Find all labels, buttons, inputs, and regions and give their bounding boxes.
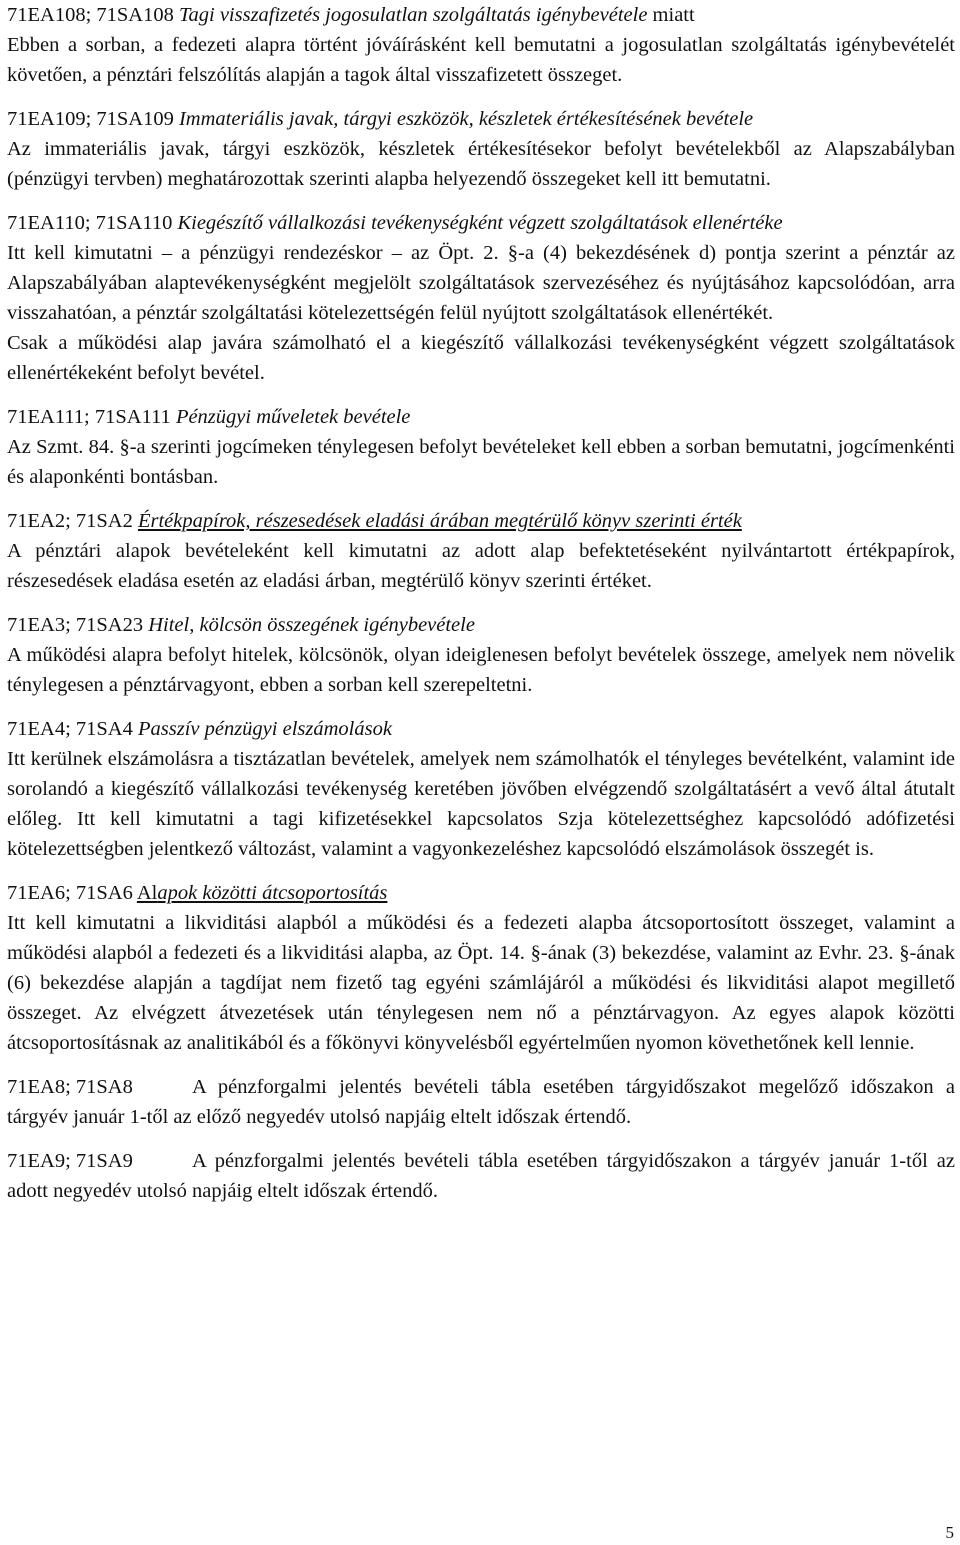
section-71ea2	[7, 506, 955, 596]
section-body	[7, 1146, 955, 1206]
section-71ea108	[7, 0, 955, 90]
section-71ea3	[7, 610, 955, 700]
section-heading	[7, 714, 955, 744]
section-71ea6	[7, 878, 955, 1058]
section-code: 71EA111; 71SA111	[7, 406, 171, 428]
section-body: Az Szmt. 84. §-a szerinti jogcímeken ténylegesen befolyt bevételeket kell ebben a sorban bemutatni, jogcímenkénti és alaponkénti bontásban.	[7, 436, 955, 488]
section-71ea110	[7, 208, 955, 388]
section-title: Tagi visszafizetés jogosulatlan szolgáltatás igénybevétele	[178, 4, 648, 26]
section-71ea4	[7, 714, 955, 864]
section-71ea111	[7, 402, 955, 492]
section-title	[137, 882, 388, 904]
section-text: A pénzforgalmi jelentés bevételi tábla esetében tárgyidőszakon a tárgyév január 1-től az adott negyedév utolsó napjáig eltelt időszak értendő.	[7, 1150, 955, 1202]
section-body: Ebben a sorban, a fedezeti alapra történt jóváírásként kell bemutatni a jogosulatlan szolgáltatás igénybevételét követően, a pénztári felszólítás alapján a tagok által visszafizetett összeget.	[7, 34, 955, 86]
section-body	[7, 1072, 955, 1132]
section-heading	[7, 402, 955, 432]
section-code: 71EA110; 71SA110	[7, 212, 173, 234]
section-code: 71EA2; 71SA2	[7, 510, 133, 532]
section-title-suffix: miatt	[652, 4, 695, 26]
document-page	[7, 0, 955, 1206]
page-number: 5	[945, 1523, 954, 1542]
section-title: Kiegészítő vállalkozási tevékenységként végzett szolgáltatások ellenértéke	[177, 212, 783, 234]
section-71ea109	[7, 104, 955, 194]
section-text: A pénzforgalmi jelentés bevételi tábla esetében tárgyidőszakot megelőző időszakon a tárgyév január 1-től az előző negyedév utolsó napjáig eltelt időszak értendő.	[7, 1076, 955, 1128]
section-title: Immateriális javak, tárgyi eszközök, készletek értékesítésének bevétele	[178, 108, 754, 130]
section-heading	[7, 878, 955, 908]
section-title-start: Al	[136, 882, 158, 904]
section-heading	[7, 208, 955, 238]
section-heading	[7, 610, 955, 640]
section-71ea8	[7, 1072, 955, 1132]
section-body: Az immateriális javak, tárgyi eszközök, készletek értékesítésekor befolyt bevételekből az Alapszabályban (pénzügyi tervben) meghatározottak szerinti alapba helyezendő összegeket kell itt bemutatni.	[7, 138, 955, 190]
section-body: Itt kerülnek elszámolásra a tisztázatlan bevételek, amelyek nem számolhatók el tényleges bevételként, valamint ide sorolandó a kiegészítő vállalkozási tevékenység keretében jövőben elvégzendő szolgáltatásért a vevő által átutalt előleg. Itt kell kimutatni a tagi kifizetésekkel kapcsolatos Szja kötelezettséghez kapcsolódó adófizetési kötelezettségben jelentkező változást, valamint a vagyonkezeléshez kapcsolódó elszámolások összegét is.	[7, 748, 955, 860]
section-code: 71EA108; 71SA108	[7, 4, 174, 26]
section-title-rest: apok közötti átcsoportosítás	[157, 882, 388, 904]
section-body: Itt kell kimutatni – a pénzügyi rendezéskor – az Öpt. 2. §-a (4) bekezdésének d) pontja szerint a pénztár az Alapszabályában alaptevékenységként megjelölt szolgáltatások szervezéséhez és nyújtásához kapcsolódóan, arra visszahatóan, a pénztár szolgáltatási kötelezettségén felül nyújtott szolgáltatások ellenértékét.	[7, 242, 955, 324]
section-title: Értékpapírok, részesedések eladási árában megtérülő könyv szerinti érték	[137, 510, 742, 532]
section-71ea9	[7, 1146, 955, 1206]
section-code: 71EA4; 71SA4	[7, 718, 133, 740]
section-code: 71EA3; 71SA23	[7, 614, 144, 636]
section-code: 71EA6; 71SA6	[7, 882, 133, 904]
section-code: 71EA8; 71SA8	[7, 1076, 133, 1098]
section-code: 71EA109; 71SA109	[7, 108, 174, 130]
section-body: A pénztári alapok bevételeként kell kimutatni az adott alap befektetéseként nyilvántartott értékpapírok, részesedések eladása esetén az eladási árban, megtérülő könyv szerinti értéket.	[7, 540, 955, 592]
section-heading	[7, 104, 955, 134]
section-title: Hitel, kölcsön összegének igénybevétele	[148, 614, 475, 636]
section-body: A működési alapra befolyt hitelek, kölcsönök, olyan ideiglenesen befolyt bevételek összege, amelyek nem növelik ténylegesen a pénztárvagyont, ebben a sorban kell szerepeltetni.	[7, 644, 955, 696]
section-body: Itt kell kimutatni a likviditási alapból a működési és a fedezeti alapba átcsoportosított összeget, valamint a működési alapból a fedezeti és a likviditási alapba, az Öpt. 14. §-ának (3) bekezdése, valamint az Evhr. 23. §-ának (6) bekezdése alapján a tagdíjat nem fizető tag egyéni számlájáról a működési és likviditási alapot megillető összeget. Az elvégzett átvezetések után ténylegesen nem nő a pénztárvagyon. Az egyes alapok közötti átcsoportosításnak az analitikából és a főkönyvi könyvelésből egyértelműen nyomon követhetőnek kell lennie.	[7, 912, 955, 1054]
section-title: Pénzügyi műveletek bevétele	[175, 406, 411, 428]
section-code: 71EA9; 71SA9	[7, 1150, 133, 1172]
section-title: Passzív pénzügyi elszámolások	[137, 718, 392, 740]
section-heading	[7, 0, 955, 30]
section-heading	[7, 506, 955, 536]
section-body-2: Csak a működési alap javára számolható el a kiegészítő vállalkozási tevékenységként végzett szolgáltatások ellenértékeként befolyt bevétel.	[7, 332, 955, 384]
